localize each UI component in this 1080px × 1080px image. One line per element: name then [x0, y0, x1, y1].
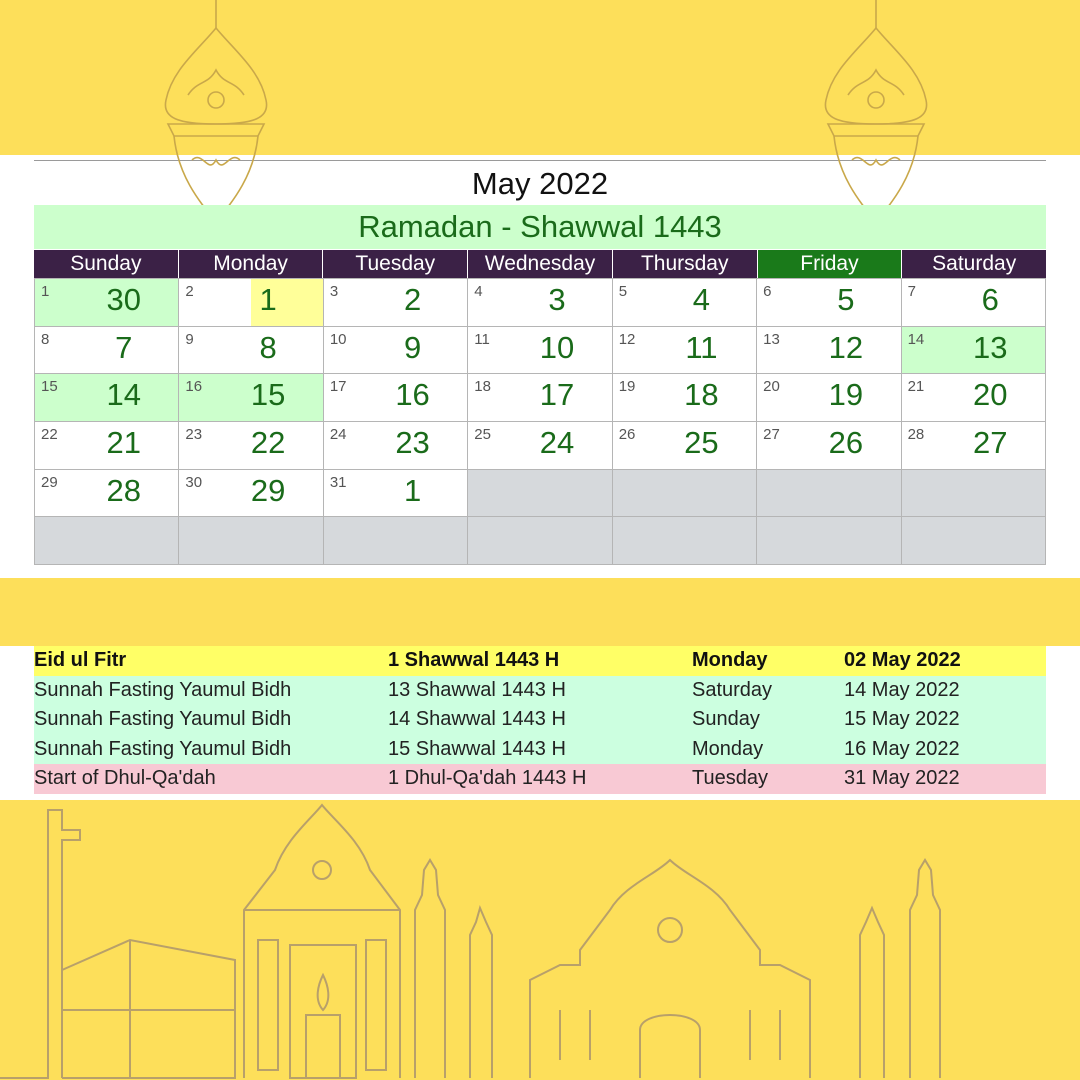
weekday-thursday: Thursday [613, 250, 758, 278]
event-day: Saturday [692, 678, 773, 701]
event-name: Sunnah Fasting Yaumul Bidh [34, 737, 292, 760]
gregorian-day: 3 [329, 283, 339, 300]
day-cell[interactable] [757, 422, 901, 470]
day-cell[interactable] [324, 327, 468, 375]
event-name: Sunnah Fasting Yaumul Bidh [34, 708, 292, 730]
event-hijri-date: 1 Dhul-Qa'dah 1443 H [388, 767, 587, 789]
empty-day-cell [35, 517, 179, 565]
day-cell[interactable] [324, 279, 468, 327]
empty-day-cell [468, 470, 612, 518]
day-cell[interactable] [613, 327, 757, 375]
gregorian-day: 25 [474, 426, 491, 443]
event-date: 16 May 2022 [844, 737, 960, 760]
gregorian-day: 23 [185, 426, 203, 443]
weekday-friday: Friday [758, 250, 903, 278]
event-day: Tuesday [692, 767, 768, 789]
day-cell[interactable] [468, 327, 612, 375]
gregorian-day: 5 [618, 283, 628, 300]
events-list [34, 646, 1046, 794]
gregorian-day: 7 [907, 283, 916, 300]
hijri-day: 10 [539, 329, 575, 365]
day-cell[interactable] [179, 422, 323, 470]
empty-day-cell [757, 517, 901, 565]
gregorian-day: 28 [907, 426, 925, 443]
day-cell[interactable] [179, 279, 323, 327]
hijri-day: 1 [403, 472, 422, 508]
calendar-grid [34, 278, 1046, 565]
hijri-day: 30 [106, 282, 141, 317]
day-cell[interactable] [179, 470, 323, 518]
day-cell[interactable] [757, 279, 901, 327]
day-cell[interactable] [757, 374, 901, 422]
gregorian-day: 16 [185, 378, 203, 396]
hijri-day: 3 [548, 282, 566, 317]
gregorian-day: 11 [474, 330, 490, 348]
event-date: 31 May 2022 [844, 767, 960, 789]
event-row[interactable] [34, 735, 1046, 765]
hijri-day: 19 [828, 377, 864, 413]
day-cell[interactable] [902, 422, 1046, 470]
empty-day-cell [324, 517, 468, 565]
gregorian-day: 8 [41, 330, 50, 348]
day-cell[interactable] [324, 374, 468, 422]
hijri-day: 12 [828, 329, 864, 365]
gregorian-day: 26 [618, 426, 636, 443]
event-name: Eid ul Fitr [34, 649, 127, 671]
day-cell[interactable] [35, 422, 179, 470]
hijri-day: 23 [395, 425, 430, 460]
empty-day-cell [757, 470, 901, 518]
hijri-day: 5 [837, 282, 855, 317]
hijri-day: 8 [259, 329, 277, 365]
day-cell[interactable] [324, 470, 468, 518]
day-cell[interactable] [902, 279, 1046, 327]
event-hijri-date: 13 Shawwal 1443 H [388, 678, 566, 701]
gregorian-day: 9 [185, 330, 194, 348]
weekday-monday: Monday [179, 250, 324, 278]
hijri-month-title: Ramadan - Shawwal 1443 [34, 205, 1046, 249]
hijri-day: 7 [115, 329, 133, 365]
hijri-day: 20 [973, 377, 1008, 413]
event-date: 02 May 2022 [844, 649, 961, 671]
hijri-day: 11 [685, 329, 718, 365]
day-cell[interactable] [35, 374, 179, 422]
gregorian-day: 12 [618, 330, 636, 348]
hijri-day: 13 [973, 329, 1008, 365]
middle-decorative-band [0, 578, 1080, 646]
hijri-day: 24 [539, 425, 575, 460]
event-row[interactable] [34, 646, 1046, 676]
empty-day-cell [613, 517, 757, 565]
gregorian-day: 19 [618, 378, 636, 396]
gregorian-day: 27 [763, 426, 780, 443]
event-hijri-date: 1 Shawwal 1443 H [388, 649, 560, 671]
hijri-day: 6 [981, 282, 999, 317]
hijri-day: 28 [106, 472, 141, 508]
hijri-day: 15 [250, 377, 286, 413]
day-cell[interactable] [35, 327, 179, 375]
day-cell[interactable] [35, 470, 179, 518]
event-name: Sunnah Fasting Yaumul Bidh [34, 678, 292, 701]
day-cell[interactable] [613, 374, 757, 422]
event-name: Start of Dhul-Qa'dah [34, 767, 216, 789]
hijri-day: 26 [828, 425, 864, 460]
empty-day-cell [613, 470, 757, 518]
gregorian-day: 4 [474, 283, 483, 300]
mosque-illustration-icon [0, 800, 1080, 1080]
event-day: Sunday [692, 708, 760, 730]
event-day: Monday [692, 649, 768, 671]
day-cell[interactable] [613, 422, 757, 470]
hijri-day: 18 [684, 377, 719, 413]
day-cell[interactable] [468, 279, 612, 327]
gregorian-day: 14 [907, 330, 925, 348]
gregorian-day: 17 [329, 378, 347, 396]
hijri-day: 22 [250, 425, 286, 460]
hijri-day: 9 [403, 329, 422, 365]
weekday-wednesday: Wednesday [468, 250, 613, 278]
weekday-sunday: Sunday [34, 250, 179, 278]
gregorian-day: 1 [41, 283, 50, 300]
gregorian-day: 24 [329, 426, 347, 443]
hijri-day: 17 [539, 377, 575, 413]
event-date: 14 May 2022 [844, 678, 960, 701]
weekday-header [34, 250, 1046, 278]
empty-day-cell [902, 517, 1046, 565]
event-row[interactable] [34, 705, 1046, 735]
hijri-day: 1 [259, 282, 277, 317]
event-row[interactable] [34, 764, 1046, 794]
day-cell[interactable] [324, 422, 468, 470]
empty-day-cell [179, 517, 323, 565]
weekday-saturday: Saturday [902, 250, 1046, 278]
day-cell[interactable] [179, 327, 323, 375]
hijri-day: 14 [106, 377, 141, 413]
hijri-day: 29 [250, 472, 286, 508]
day-cell[interactable] [757, 327, 901, 375]
hijri-day: 27 [973, 425, 1008, 460]
gregorian-day: 31 [329, 473, 347, 491]
hijri-day: 2 [403, 282, 422, 317]
gregorian-day: 29 [41, 473, 58, 491]
gregorian-day: 2 [185, 283, 194, 300]
gregorian-day: 13 [763, 330, 780, 348]
gregorian-day: 21 [907, 378, 925, 396]
event-date: 15 May 2022 [844, 708, 960, 730]
day-cell[interactable] [613, 279, 757, 327]
hijri-day: 4 [692, 282, 711, 317]
event-hijri-date: 15 Shawwal 1443 H [388, 737, 566, 760]
hijri-day: 21 [106, 425, 141, 460]
weekday-tuesday: Tuesday [323, 250, 468, 278]
gregorian-day: 22 [41, 426, 58, 443]
month-title: May 2022 [471, 166, 609, 201]
bottom-decorative-band [0, 800, 1080, 1080]
gregorian-day: 30 [185, 473, 203, 491]
gregorian-day: 10 [329, 330, 347, 348]
gregorian-day: 6 [763, 283, 772, 300]
day-cell[interactable] [179, 374, 323, 422]
hijri-day: 25 [684, 425, 719, 460]
event-row[interactable] [34, 676, 1046, 706]
empty-day-cell [468, 517, 612, 565]
day-cell[interactable] [902, 327, 1046, 375]
empty-day-cell [902, 470, 1046, 518]
hijri-day: 16 [395, 377, 430, 413]
day-cell[interactable] [468, 422, 612, 470]
day-cell[interactable] [35, 279, 179, 327]
event-hijri-date: 14 Shawwal 1443 H [388, 708, 566, 730]
gregorian-day: 18 [474, 378, 491, 396]
day-cell[interactable] [902, 374, 1046, 422]
event-day: Monday [692, 737, 764, 760]
day-cell[interactable] [468, 374, 612, 422]
gregorian-day: 15 [41, 378, 58, 396]
gregorian-day: 20 [763, 378, 780, 396]
